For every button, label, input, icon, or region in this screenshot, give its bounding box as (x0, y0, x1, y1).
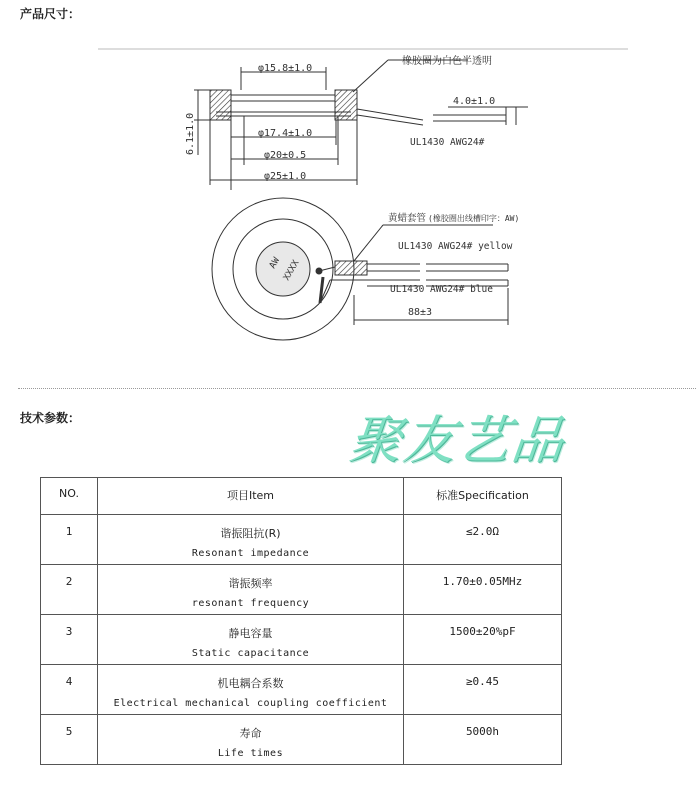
row-spec: 5000h (465, 725, 500, 738)
watermark: 聚友艺品 (346, 411, 569, 471)
row-spec: 1500±20%pF (449, 625, 516, 638)
row-item-zh: 机电耦合系数 (217, 677, 284, 690)
wire-top-label: UL1430 AWG24# (410, 137, 485, 148)
row-item-zh: 谐振阻抗(R) (220, 527, 281, 540)
row-spec: 1.70±0.05MHz (442, 575, 523, 588)
row-item-en: resonant frequency (191, 598, 310, 609)
row-item-zh: 寿命 (239, 727, 262, 740)
spec-table (40, 477, 562, 765)
specs-section-title: 技术参数： (20, 411, 81, 425)
row-no: 3 (65, 625, 73, 638)
dim-88: 88±3 (408, 307, 433, 318)
row-no: 1 (65, 525, 73, 538)
table-row (41, 665, 562, 715)
row-no: 5 (65, 725, 73, 738)
section-divider (18, 388, 696, 389)
dim-20: φ20±0.5 (264, 150, 307, 161)
row-item-en: Resonant impedance (191, 548, 310, 559)
wire-yellow-label: UL1430 AWG24# yellow (398, 241, 513, 252)
table-row (41, 515, 562, 565)
row-item-en: Static capacitance (191, 648, 310, 659)
row-item-en: Electrical mechanical coupling coefficient (113, 698, 388, 709)
disc-text-xxxx: XXXX (281, 258, 302, 283)
header-item: 项目Item (226, 489, 275, 502)
dim-25: φ25±1.0 (264, 171, 307, 182)
row-spec: ≥0.45 (465, 675, 500, 688)
rubber-note: 橡胶圈为白色半透明 (402, 56, 492, 67)
table-header-row (41, 478, 562, 515)
dim-thickness: 6.1±1.0 (185, 112, 196, 155)
sleeve-note: 黄蜡套管 (388, 213, 427, 224)
row-no: 4 (65, 675, 73, 688)
dim-inner-top: φ15.8±1.0 (258, 63, 313, 74)
side-view (194, 60, 528, 190)
dimensions-section-title: 产品尺寸： (20, 7, 81, 21)
row-item-en: Life times (217, 748, 284, 759)
row-no: 2 (65, 575, 73, 588)
header-spec: 标准Specification (436, 489, 529, 502)
dim-inner-mid: φ17.4±1.0 (258, 128, 313, 139)
dim-4: 4.0±1.0 (453, 96, 496, 107)
table-row (41, 615, 562, 665)
wire-blue-label: UL1430 AWG24# blue (390, 284, 493, 295)
dimension-drawing (98, 45, 630, 385)
row-spec: ≤2.0Ω (465, 525, 500, 538)
header-no: NO. (59, 487, 79, 500)
row-item-zh: 谐振频率 (228, 577, 273, 590)
table-row (41, 565, 562, 615)
table-row (41, 715, 562, 765)
sleeve-note-detail: (橡胶圈出线槽印字：AW) (428, 214, 520, 223)
row-item-zh: 静电容量 (228, 627, 273, 640)
disc-text-aw: AW (267, 256, 283, 271)
